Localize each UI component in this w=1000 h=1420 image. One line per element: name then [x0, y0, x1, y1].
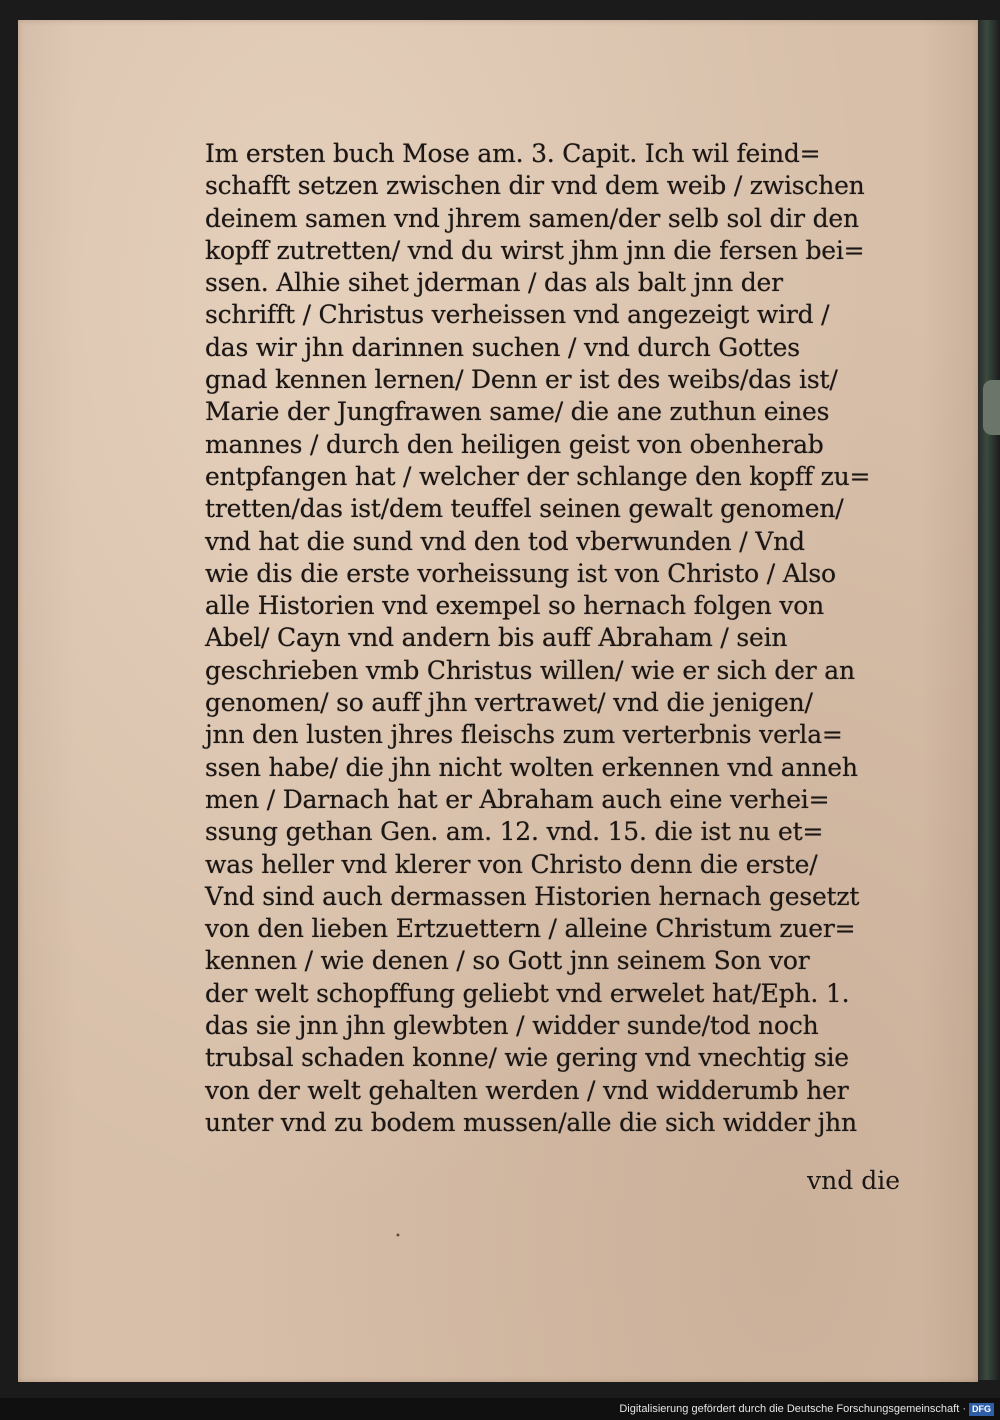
text-line: unter vnd zu bodem mussen/alle die sich widder jhn	[205, 1107, 857, 1137]
text-line: alle Historien vnd exempel so hernach folgen von	[205, 591, 825, 621]
text-line: vnd hat die sund vnd den tod vberwunden / Vnd	[205, 526, 805, 556]
text-line: von den lieben Ertzuettern / alleine Christum zuer=	[205, 914, 856, 944]
text-line: geschrieben vmb Christus willen/ wie er sich der an	[205, 655, 855, 685]
text-line: entpfangen hat / welcher der schlange den kopff zu=	[205, 461, 871, 491]
text-line: ssung gethan Gen. am. 12. vnd. 15. die ist nu et=	[205, 817, 824, 847]
text-line: der welt schopffung geliebt vnd erwelet hat/Eph. 1.	[205, 978, 850, 1008]
text-line: Marie der Jungfrawen same/ die ane zuthun eines	[205, 397, 830, 427]
catchword: vnd die	[807, 1166, 900, 1195]
text-line: men / Darnach hat er Abraham auch eine verhei=	[205, 784, 830, 814]
text-line: das wir jhn darinnen suchen / vnd durch Gottes	[205, 332, 800, 362]
text-line: das sie jnn jhn glewbten / widder sunde/tod noch	[205, 1011, 819, 1041]
text-line: Im ersten buch Mose am. 3. Capit. Ich wil feind=	[205, 139, 821, 168]
text-line: Vnd sind auch dermassen Historien hernach gesetzt	[205, 881, 860, 911]
ink-speck-icon: •	[395, 1231, 401, 1242]
text-line: gnad kennen lernen/ Denn er ist des weibs/das ist/	[205, 365, 838, 395]
text-line: schafft setzen zwischen dir vnd dem weib / zwischen	[205, 171, 865, 201]
text-line: trubsal schaden konne/ wie gering vnd vnechtig sie	[205, 1043, 849, 1073]
text-line: kopff zutretten/ vnd du wirst jhm jnn die fersen bei=	[205, 235, 865, 265]
dfg-logo-icon: DFG	[969, 1403, 994, 1416]
text-line: deinem samen vnd jhrem samen/der selb sol dir den	[205, 203, 859, 233]
text-line: genomen/ so auff jhn vertrawet/ vnd die jenigen/	[205, 688, 813, 718]
text-line: tretten/das ist/dem teuffel seinen gewalt genomen/	[205, 494, 844, 524]
book-edge	[978, 20, 1000, 1380]
text-line: ssen. Alhie sihet jderman / das als balt jnn der	[205, 268, 783, 298]
text-line: was heller vnd klerer von Christo denn die erste/	[205, 849, 818, 879]
text-line: Abel/ Cayn vnd andern bis auff Abraham / sein	[205, 623, 788, 653]
page-text	[205, 138, 905, 1139]
text-line: mannes / durch den heiligen geist von obenherab	[205, 429, 824, 459]
text-line: jnn den lusten jhres fleischs zum verterbnis verla=	[205, 720, 843, 750]
book-clasp	[983, 380, 1000, 435]
text-line: ssen habe/ die jhn nicht wolten erkennen vnd anneh	[205, 752, 858, 782]
text-line: wie dis die erste vorheissung ist von Christo / Also	[205, 558, 836, 588]
text-line: von der welt gehalten werden / vnd widderumb her	[205, 1075, 849, 1105]
text-line: kennen / wie denen / so Gott jnn seinem Son vor	[205, 946, 810, 976]
text-line: schrifft / Christus verheissen vnd angezeigt wird /	[205, 300, 830, 330]
digitization-credit: Digitalisierung gefördert durch die Deutsche Forschungsgemeinschaft ·	[619, 1403, 966, 1415]
